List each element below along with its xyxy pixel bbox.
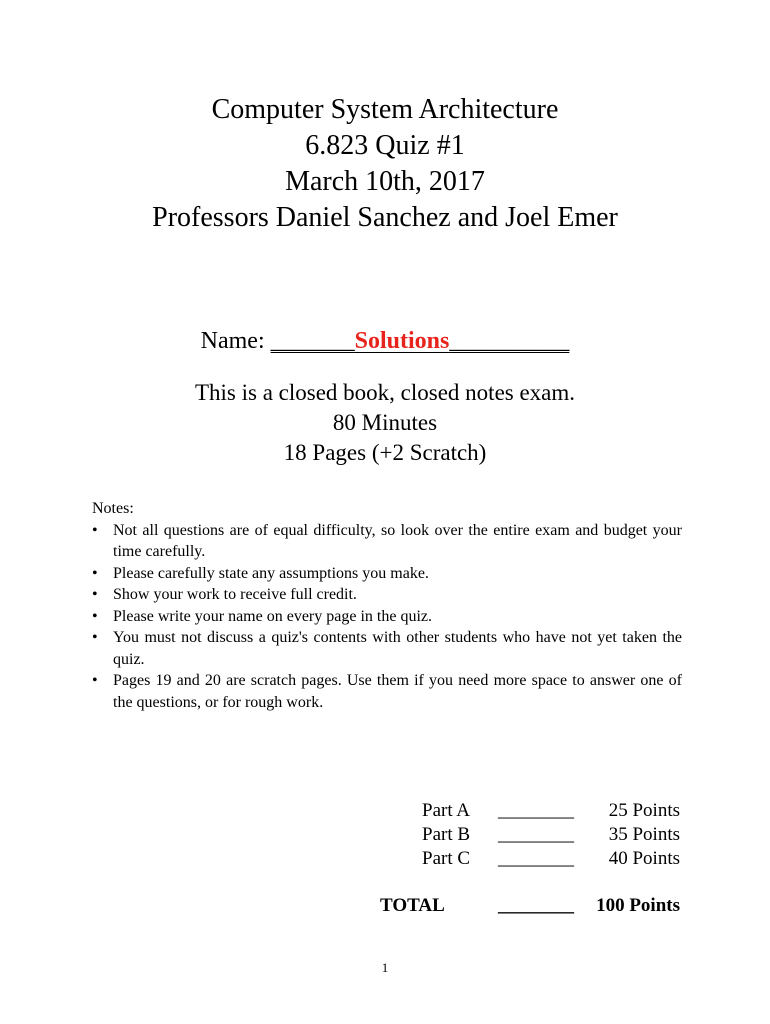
bullet-icon: • (92, 521, 98, 539)
note-text: Not all questions are of equal difficulty, so look over the entire exam and budget your time carefully. (113, 521, 682, 560)
notes-section (92, 498, 682, 713)
quiz-number: 6.823 Quiz #1 (305, 130, 465, 161)
professors-line: Professors Daniel Sanchez and Joel Emer (152, 202, 618, 233)
score-row-part-b (422, 823, 680, 847)
notes-list (92, 520, 682, 714)
note-text: Please carefully state any assumptions you make. (113, 564, 429, 582)
note-text: Pages 19 and 20 are scratch pages. Use them if you need more space to answer one of the questions, or for rough work. (113, 672, 682, 711)
bullet-icon: • (92, 629, 98, 646)
total-blank: ________ (498, 895, 574, 916)
part-label: Part C (422, 848, 471, 869)
note-item (92, 606, 682, 628)
note-text: Show your work to receive full credit. (113, 586, 357, 603)
total-label: TOTAL (380, 895, 445, 916)
score-blank: ________ (498, 848, 574, 869)
exam-info-block (0, 378, 770, 468)
score-blank: ________ (498, 824, 574, 845)
notes-heading: Notes: (92, 500, 134, 517)
note-text: Please write your name on every page in the quiz. (113, 607, 432, 625)
name-label: Name: (200, 328, 265, 354)
score-row-part-a (422, 799, 680, 823)
note-item (92, 520, 682, 563)
exam-page-count: 18 Pages (+2 Scratch) (283, 440, 487, 465)
exam-format: This is a closed book, closed notes exam. (194, 380, 576, 405)
part-label: Part B (422, 824, 471, 845)
note-text: You must not discuss a quiz's contents with other students who have not yet taken the quiz. (113, 629, 682, 668)
total-row (380, 894, 680, 918)
name-field (0, 325, 770, 357)
quiz-title-block (0, 92, 770, 236)
name-answer-value: Solutions (354, 328, 450, 354)
quiz-date: March 10th, 2017 (285, 166, 485, 197)
points-value: 25 Points (608, 800, 680, 821)
bullet-icon: • (92, 586, 98, 603)
note-item (92, 584, 682, 606)
note-item (92, 670, 682, 713)
score-row-part-c (422, 847, 680, 871)
points-value: 35 Points (608, 824, 680, 845)
bullet-icon: • (92, 564, 98, 582)
note-item (92, 627, 682, 670)
page-number: 1 (381, 960, 389, 975)
total-points: 100 Points (596, 895, 680, 916)
exam-duration: 80 Minutes (332, 410, 438, 435)
points-value: 40 Points (608, 848, 680, 869)
score-blank: ________ (498, 800, 574, 821)
bullet-icon: • (92, 607, 98, 625)
name-blank-after: __________ (449, 328, 570, 354)
part-label: Part A (422, 800, 471, 821)
note-item (92, 563, 682, 585)
bullet-icon: • (92, 672, 98, 689)
course-title: Computer System Architecture (211, 94, 559, 125)
name-blank-before: _______ (270, 328, 355, 354)
name-answer-line (271, 328, 570, 354)
score-table (422, 799, 680, 871)
